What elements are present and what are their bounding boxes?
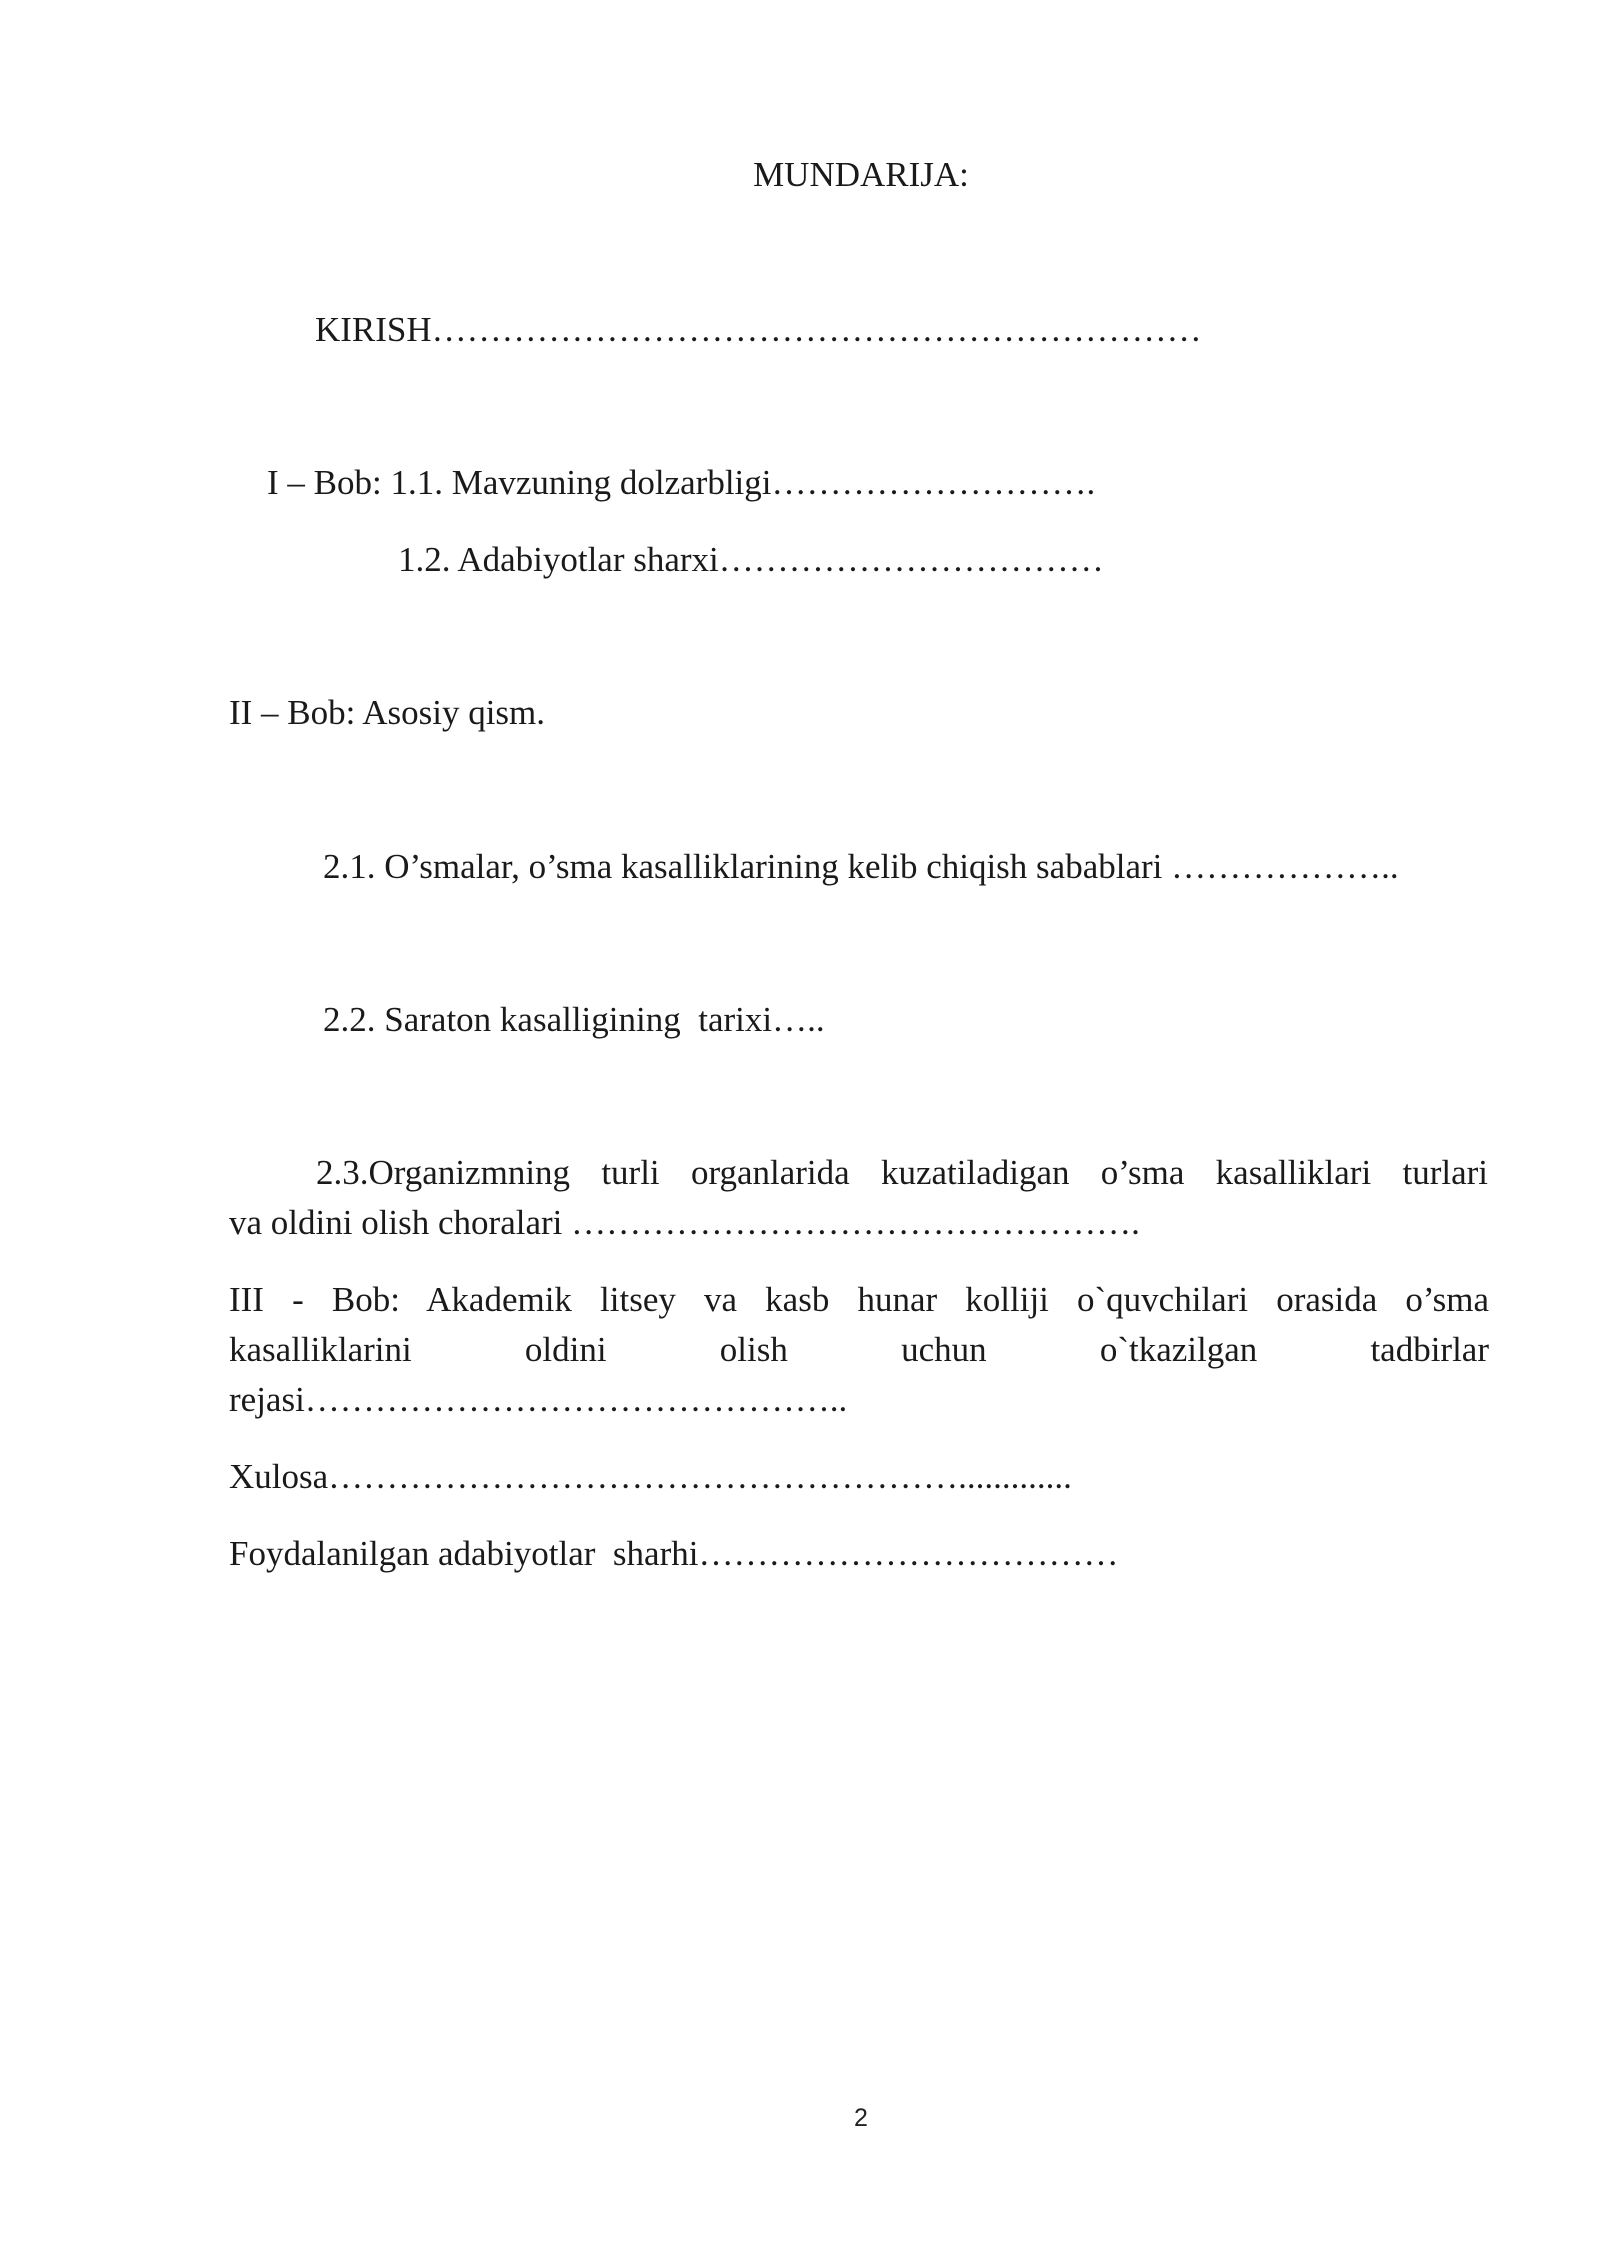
toc-entry-bob2-3-line1: 2.3.Organizmning turli organlarida kuzatiladigan o’sma kasalliklari turlari [316,1153,1488,1192]
toc-entry-bob2-3-line2: va oldini olish choralari …………………………………………. [229,1203,1140,1242]
toc-entry-bob2-2: 2.2. Saraton kasalligining tarixi….. [323,1000,825,1039]
toc-entry-bob1-1: I – Bob: 1.1. Mavzuning dolzarbligi………………………. [267,463,1096,502]
toc-entry-kirish: KIRISH………………………………………………………… [315,310,1202,349]
toc-entry-bob3-line2: kasalliklarini oldini olish uchun o`tkazilgan tadbirlar [229,1330,1489,1369]
page-number: 2 [854,2104,868,2132]
toc-entry-bob3-line1: III - Bob: Akademik litsey va kasb hunar kolliji o`quvchilari orasida o’sma [229,1280,1489,1319]
toc-entry-bob2-1: 2.1. O’smalar, o’sma kasalliklarining kelib chiqish sabablari ……………….. [323,847,1399,886]
toc-entry-bob1-2: 1.2. Adabiyotlar sharxi…………………………… [398,540,1104,579]
toc-entry-xulosa: Xulosa………………………………………………............. [229,1457,1072,1496]
toc-entry-foydalanilgan: Foydalanilgan adabiyotlar sharhi……………………………… [229,1534,1119,1573]
page-title: MUNDARIJA: [753,155,969,194]
toc-entry-bob3-line3: rejasi……………………………………….. [229,1380,848,1419]
toc-entry-bob2: II – Bob: Asosiy qism. [229,693,546,732]
